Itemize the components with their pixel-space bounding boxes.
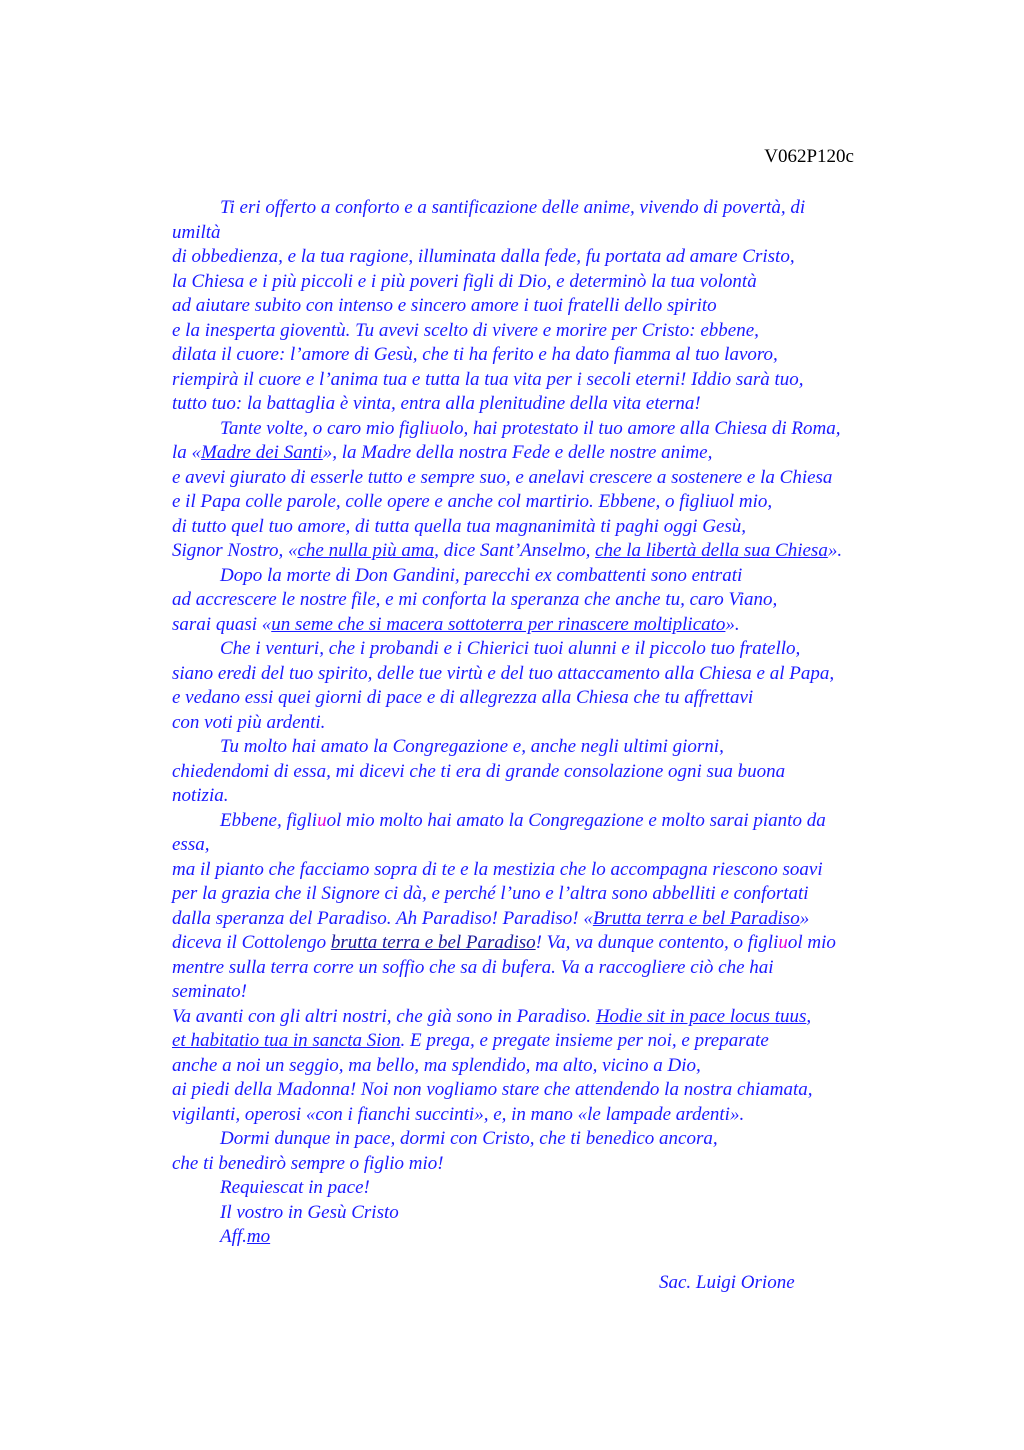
text-line: e la inesperta gioventù. Tu avevi scelto di vivere e morire per Cristo: ebbene, (172, 319, 759, 341)
text-segment: dalla speranza del Paradiso. Ah Paradiso! Paradiso! « (172, 907, 593, 929)
text-line: ma il pianto che facciamo sopra di te e la mestizia che lo accompagna riescono soavi (172, 858, 823, 880)
text-segment: diceva il Cottolengo (172, 932, 331, 953)
text-line (172, 417, 912, 442)
text-line: di obbedienza, e la tua ragione, illuminata dalla fede, fu portata ad amare Cristo, (172, 246, 795, 267)
text-segment: , dice Sant’Anselmo, (434, 540, 596, 561)
text-segment: ol mio molto hai amato la Congregazione e molto sarai pianto da (326, 809, 826, 831)
underlined-quote: brutta terra e bel Paradiso (330, 932, 536, 953)
text-line: dilata il cuore: l’amore di Gesù, che ti ha ferito e ha dato fiamma al tuo lavoro, (172, 344, 778, 365)
text-line: la Chiesa e i più piccoli e i più poveri figli di Dio, e determinò la tua volontà (172, 270, 757, 292)
text-line (172, 613, 912, 638)
text-line (172, 907, 912, 932)
text-line: Dopo la morte di Don Gandini, parecchi ex combattenti sono entrati (220, 564, 743, 586)
text-segment: olo, hai protestato il tuo amore alla Chiesa di Roma, (439, 417, 841, 439)
text-segment: Signor Nostro, « (172, 540, 298, 561)
text-segment: . E prega, e pregate insieme per noi, e preparate (400, 1030, 769, 1051)
text-line: di tutto quel tuo amore, di tutta quella tua magnanimità ti paghi oggi Gesù, (172, 515, 747, 537)
text-segment: Ebbene, figli (220, 809, 318, 831)
text-line (172, 1029, 912, 1054)
text-line: e vedano essi quei giorni di pace e di allegrezza alla Chiesa che tu affrettavi (172, 687, 754, 708)
text-segment: sarai quasi « (172, 613, 272, 635)
text-line (172, 441, 912, 466)
text-line (172, 809, 912, 834)
text-line: riempirà il cuore e l’anima tua e tutta la tua vita per i secoli eterni! Iddio sarà tuo, (172, 368, 804, 390)
text-line: Dormi dunque in pace, dormi con Cristo, che ti benedico ancora, (220, 1128, 718, 1149)
text-segment: », la Madre della nostra Fede e delle nostre anime, (322, 442, 713, 463)
text-line: essa, (172, 834, 210, 855)
text-line: ad accrescere le nostre file, e mi conforta la speranza che anche tu, caro Viano, (172, 589, 778, 610)
text-segment: ! Va, va dunque contento, o figli (535, 932, 779, 953)
text-line: ad aiutare subito con intenso e sincero amore i tuoi fratelli dello spirito (172, 295, 717, 316)
text-line: vigilanti, operosi «con i fianchi succinti», e, in mano «le lampade ardenti». (172, 1103, 745, 1125)
letter-body (172, 196, 912, 1250)
text-line (172, 1005, 912, 1030)
closing-line: Requiescat in pace! (220, 1177, 370, 1198)
text-line: e avevi giurato di esserle tutto e sempre suo, e anelavi crescere a sostenere e la Chiesa (172, 466, 833, 488)
text-line: notizia. (172, 785, 229, 806)
text-line: e il Papa colle parole, colle opere e anche col martirio. Ebbene, o figliuol mio, (172, 491, 773, 512)
text-line: che ti benedirò sempre o figlio mio! (172, 1152, 444, 1174)
document-reference: V062P120c (764, 146, 854, 167)
closing-line: Il vostro in Gesù Cristo (220, 1201, 399, 1223)
highlighted-letter: u (778, 932, 788, 953)
text-segment: Aff. (220, 1226, 247, 1247)
text-line: seminato! (172, 981, 247, 1002)
text-line: umiltà (172, 221, 221, 243)
text-line: ai piedi della Madonna! Noi non vogliamo stare che attendendo la nostra chiamata, (172, 1079, 813, 1100)
text-segment: Va avanti con gli altri nostri, che già sono in Paradiso. (172, 1005, 596, 1027)
highlighted-letter: u (429, 417, 440, 439)
text-segment: la « (172, 442, 202, 463)
underlined-quote: Hodie sit in pace locus tuus (595, 1005, 807, 1027)
text-segment: » (799, 907, 810, 929)
text-line: per la grazia che il Signore ci dà, e perché l’uno e l’altra sono abbelliti e confortati (172, 883, 809, 904)
underlined-quote: Brutta terra e bel Paradiso (592, 907, 800, 929)
text-line (172, 931, 912, 956)
underlined-quote: che la libertà della sua Chiesa (595, 540, 828, 561)
closing-aff (172, 1225, 912, 1250)
text-line: anche a noi un seggio, ma bello, ma splendido, ma alto, vicino a Dio, (172, 1054, 701, 1076)
text-segment: Tante volte, o caro mio figli (220, 417, 430, 439)
text-line: mentre sulla terra corre un soffio che sa di bufera. Va a raccogliere ciò che hai (172, 956, 774, 978)
text-line: siano eredi del tuo spirito, delle tue virtù e del tuo attaccamento alla Chiesa e al Papa, (172, 662, 835, 684)
underlined-abbrev: mo (246, 1226, 271, 1247)
text-line: chiedendomi di essa, mi dicevi che ti era di grande consolazione ogni sua buona (172, 760, 786, 782)
text-line: Che i venturi, che i probandi e i Chierici tuoi alunni e il piccolo tuo fratello, (220, 638, 801, 659)
signature: Sac. Luigi Orione (659, 1272, 795, 1293)
text-line: con voti più ardenti. (172, 711, 326, 733)
text-segment: ». (827, 540, 843, 561)
text-segment: , (806, 1005, 812, 1027)
text-segment: ». (725, 613, 740, 635)
underlined-quote: un seme che si macera sottoterra per rinascere moltiplicato (271, 613, 726, 635)
text-line: Ti eri offerto a conforto e a santificazione delle anime, vivendo di povertà, di (220, 197, 806, 218)
highlighted-letter: u (317, 809, 327, 831)
underlined-quote: Madre dei Santi (201, 442, 323, 463)
underlined-quote: et habitatio tua in sancta Sion (172, 1030, 401, 1051)
text-line: Tu molto hai amato la Congregazione e, anche negli ultimi giorni, (220, 736, 724, 757)
text-segment: ol mio (787, 932, 836, 953)
text-line: tutto tuo: la battaglia è vinta, entra alla plenitudine della vita eterna! (172, 393, 701, 414)
text-line (172, 539, 912, 564)
underlined-quote: che nulla più ama (297, 540, 435, 561)
